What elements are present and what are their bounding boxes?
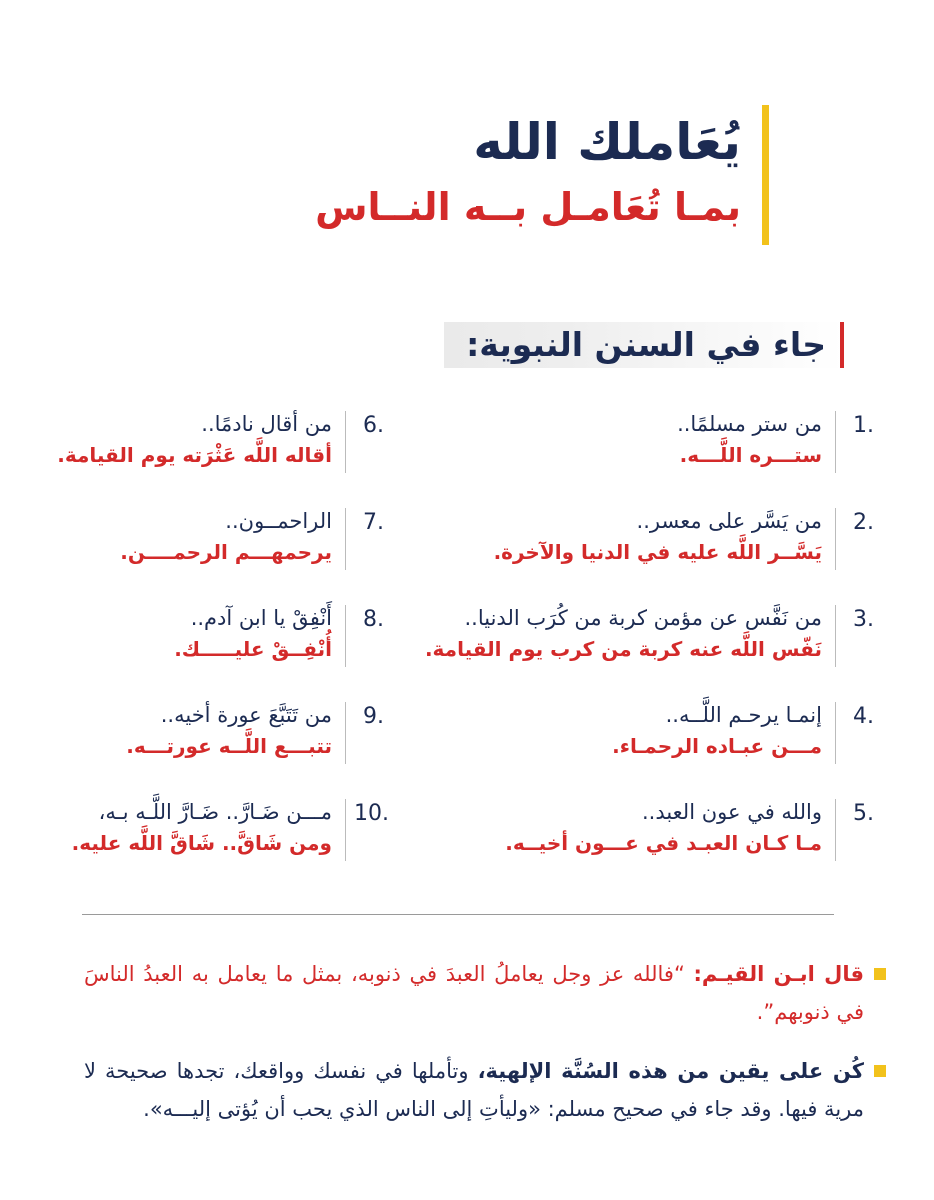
item-number: 1. [853, 413, 874, 438]
item-separator [835, 799, 836, 861]
item-separator [835, 605, 836, 667]
item-line1: من تَتَبَّعَ عورة أخيه.. [160, 703, 332, 727]
item-line2: تتبـــع اللَّــه عورتـــه. [126, 734, 332, 758]
item-line2: مـــن عبـاده الرحمـاء. [612, 734, 822, 758]
item-line1: أَنْفِقْ يا ابن آدم.. [190, 606, 332, 630]
item-line2: ومن شَاقَّ.. شَاقَّ اللَّه عليه. [71, 831, 332, 855]
quote-speaker: قال ابـن القيـم: [693, 962, 865, 986]
section-accent-bar [840, 322, 844, 368]
advice-text: وتأملها في نفسك وواقعك، تجدها صحيحة لا مرية فيها. وقد جاء في صحيح مسلم: «وليأتِ إلى الناس الذي يحب أن يُؤتى إليـــه». [84, 1059, 864, 1121]
item-number: 5. [853, 801, 874, 826]
list-item [424, 599, 874, 696]
item-number: 9. [363, 704, 384, 729]
item-line1: من ستر مسلمًا.. [677, 412, 822, 436]
page-title: يُعَاملك الله [473, 113, 741, 171]
item-line2: أُنْفِــقْ عليـــــك. [174, 637, 332, 661]
list-item [454, 405, 874, 502]
list-item [454, 696, 874, 793]
list-item [44, 599, 384, 696]
item-number: 8. [363, 607, 384, 632]
item-separator [835, 411, 836, 473]
item-separator [345, 605, 346, 667]
item-line2: يَسَّــر اللَّه عليه في الدنيا والآخرة. [493, 540, 822, 564]
item-line2: ستـــره اللَّـــه. [679, 443, 822, 467]
square-bullet-icon [874, 968, 886, 980]
hadith-list-right [424, 405, 874, 890]
item-line2: نَفّس اللَّه عنه كربة من كرب يوم القيامة. [424, 637, 822, 661]
ibn-qayyim-quote [84, 955, 864, 1031]
item-line2: أقاله اللَّه عَثْرَته يوم القيامة. [57, 443, 332, 467]
item-separator [345, 411, 346, 473]
section-heading [444, 322, 844, 368]
quote-text: “فالله عز وجل يعاملُ العبدَ في ذنوبه، بمثل ما يعامل به العبدُ الناسَ في ذنوبهم”. [84, 962, 864, 1024]
advice-bold: كُن على يقين من هذه السُنَّة الإلهية، [477, 1059, 864, 1083]
item-line1: من أقال نادمًا.. [201, 412, 332, 436]
item-line1: مـــن ضَـارَّ.. ضَـارَّ اللَّـه بـه، [98, 800, 332, 824]
list-item [44, 696, 384, 793]
item-number: 6. [363, 413, 384, 438]
section-heading-text: جاء في السنن النبوية: [466, 325, 826, 364]
item-separator [835, 508, 836, 570]
item-line2: مـا كـان العبـد في عـــون أخيــه. [505, 831, 822, 855]
square-bullet-icon [874, 1065, 886, 1077]
title-accent-bar [762, 105, 769, 245]
item-separator [345, 508, 346, 570]
item-number: 3. [853, 607, 874, 632]
item-separator [345, 702, 346, 764]
page-subtitle: بمـا تُعَامـل بــه النــاس [315, 185, 741, 229]
advice-paragraph [84, 1052, 864, 1128]
list-item [454, 793, 874, 890]
item-number: 7. [363, 510, 384, 535]
item-line1: الراحمــون.. [225, 509, 332, 533]
item-line1: والله في عون العبد.. [641, 800, 822, 824]
title-block [269, 105, 769, 245]
item-line1: من يَسَّر على معسر.. [636, 509, 822, 533]
list-item [454, 502, 874, 599]
item-separator [345, 799, 346, 861]
item-separator [835, 702, 836, 764]
divider [82, 914, 834, 915]
list-item [44, 793, 389, 890]
item-line1: من نَفَّس عن مؤمن كربة من كُرَب الدنيا.. [464, 606, 822, 630]
list-item [44, 405, 384, 502]
item-line1: إنمـا يرحـم اللَّــه.. [665, 703, 822, 727]
item-number: 2. [853, 510, 874, 535]
list-item [44, 502, 384, 599]
hadith-list-left [44, 405, 389, 890]
item-number: 4. [853, 704, 874, 729]
item-number: 10. [354, 801, 389, 826]
item-line2: يرحمهـــم الرحمــــن. [120, 540, 332, 564]
